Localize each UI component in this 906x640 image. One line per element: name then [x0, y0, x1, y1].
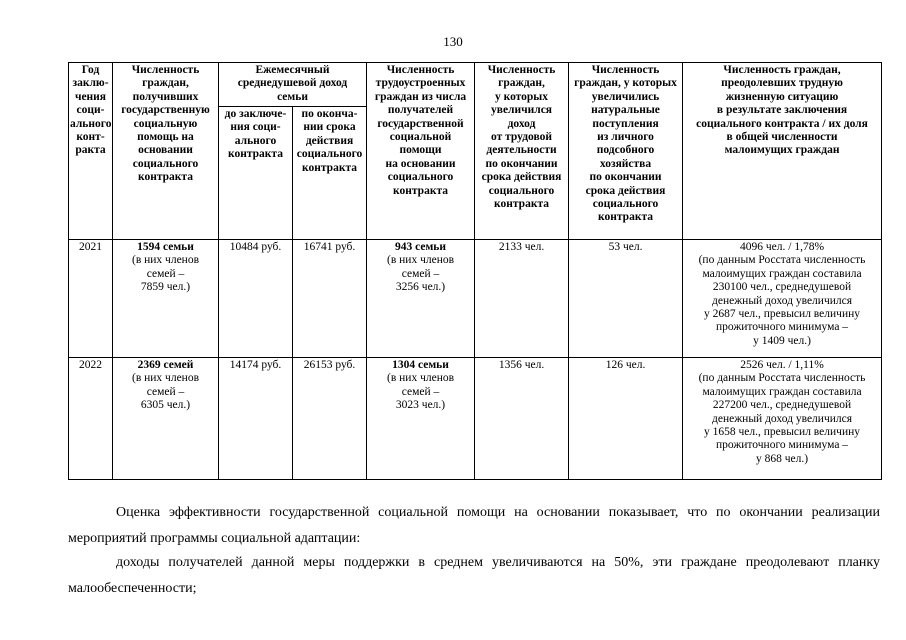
- text-line: малоимущих граждан составила: [702, 385, 862, 398]
- text-line: контракта: [302, 161, 357, 174]
- text-line: Год: [81, 64, 100, 76]
- page-number: 130: [443, 34, 463, 49]
- text-line: государственной: [377, 117, 464, 130]
- text-line: социального: [488, 184, 555, 197]
- text-line: социальную: [133, 117, 198, 130]
- cell-income-after: 16741 руб.: [293, 240, 367, 358]
- recipients-families: 2369 семей: [137, 359, 194, 371]
- text-line: трудоустроенных: [375, 77, 466, 90]
- text-line: среднедушевой доход: [237, 77, 348, 90]
- text-line: подсобного: [596, 144, 655, 157]
- text-line: контракта: [393, 184, 448, 197]
- employed-families: 1304 семьи: [392, 359, 449, 371]
- text-line: Численность: [591, 64, 660, 76]
- text-line: ального: [70, 117, 112, 130]
- text-line: помощи: [399, 144, 442, 157]
- header-income-before: [219, 107, 293, 240]
- text-line: Численность: [487, 64, 556, 76]
- text-line: по окончании: [485, 157, 558, 170]
- text-line: по оконча-: [301, 108, 358, 120]
- text-line: 230100 чел., среднедушевой: [712, 281, 852, 294]
- text-line: поступления: [592, 117, 659, 130]
- text-line: у 2687 чел., превысил величину: [704, 308, 861, 321]
- text-line: ракта: [75, 144, 106, 157]
- cell-employed: [367, 358, 475, 480]
- text-line: на основании: [385, 157, 456, 170]
- text-line: у 868 чел.): [755, 452, 809, 465]
- text-line: социального: [132, 157, 199, 170]
- text-line: контракта: [138, 171, 193, 184]
- text-line: (в них членов: [131, 372, 200, 385]
- cell-farm-income: 126 чел.: [569, 358, 683, 480]
- text-line: (в них членов: [131, 254, 200, 267]
- text-line: семей –: [146, 267, 185, 280]
- text-line: жизненную ситуацию: [725, 90, 839, 103]
- text-line: граждан из числа: [374, 90, 467, 103]
- text-line: у которых: [494, 90, 549, 103]
- text-line: 227200 чел., среднедушевой: [712, 399, 852, 412]
- text-line: Численность граждан,: [723, 64, 841, 76]
- text-line: срока действия: [585, 184, 666, 197]
- text-line: контракта: [494, 198, 549, 211]
- text-line: нии срока: [303, 121, 356, 134]
- text-line: денежный доход увеличился: [712, 294, 853, 307]
- text-line: помощь на: [137, 131, 194, 144]
- text-line: получивших: [132, 90, 199, 103]
- text-line: преодолевших трудную: [721, 77, 843, 90]
- header-recipients: [113, 63, 219, 240]
- text-line: государственную: [121, 104, 210, 117]
- text-line: малоимущих граждан составила: [702, 267, 862, 280]
- text-line: ния соци-: [230, 121, 281, 134]
- header-year: [69, 63, 113, 240]
- cell-overcame: [683, 240, 882, 358]
- cell-overcame: [683, 358, 882, 480]
- text-line: до заключе-: [224, 108, 287, 120]
- cell-recipients: [113, 358, 219, 480]
- text-line: прожиточного минимума –: [715, 439, 849, 452]
- text-line: по окончании: [589, 171, 662, 184]
- employed-detail: [368, 254, 473, 294]
- text-line: семей –: [401, 267, 440, 280]
- text-line: граждан,: [498, 77, 545, 90]
- text-line: 6305 чел.): [140, 399, 191, 412]
- text-line: 3023 чел.): [395, 399, 446, 412]
- text-line: из личного: [597, 131, 654, 144]
- text-line: деятельности: [486, 144, 557, 157]
- cell-farm-income: 53 чел.: [569, 240, 683, 358]
- text-line: (в них членов: [387, 254, 455, 267]
- text-line: доход: [507, 117, 536, 130]
- text-line: прожиточного минимума –: [715, 321, 849, 334]
- cell-recipients: [113, 240, 219, 358]
- header-labor-income: [475, 63, 569, 240]
- employed-detail: [368, 372, 473, 412]
- text-line: Численность: [131, 64, 200, 76]
- text-line: увеличился: [490, 104, 553, 117]
- text-line: чения: [74, 90, 107, 103]
- text-line: действия: [305, 134, 354, 147]
- table-row: [69, 358, 882, 480]
- header-income-after: [293, 107, 367, 240]
- text-line: контракта: [598, 211, 653, 224]
- text-line: семей –: [146, 385, 185, 398]
- text-line: 2526 чел. / 1,11%: [740, 359, 824, 371]
- text-line: основании: [138, 144, 193, 157]
- text-line: денежный доход увеличился: [712, 412, 853, 425]
- text-line: соци-: [76, 104, 105, 117]
- text-line: конт-: [76, 131, 105, 144]
- text-line: заклю-: [72, 77, 109, 90]
- cell-income-before: 10484 руб.: [219, 240, 293, 358]
- text-line: получателей: [387, 104, 454, 117]
- header-income-group: [219, 63, 367, 107]
- text-line: социальной: [389, 131, 452, 144]
- employed-families: 943 семьи: [395, 241, 447, 253]
- recipients-detail: [114, 254, 217, 294]
- text-line: социального: [296, 148, 363, 161]
- recipients-families: 1594 семьи: [137, 241, 194, 253]
- text-line: в результате заключения: [716, 104, 848, 117]
- paragraph-income: доходы получателей данной меры поддержки в среднем увеличиваются на 50%, эти граждане преодолевают планку малообеспеченности;: [68, 555, 880, 596]
- cell-income-before: 14174 руб.: [219, 358, 293, 480]
- recipients-detail: [114, 372, 217, 412]
- table-row: [69, 240, 882, 358]
- text-line: в общей численности: [726, 131, 838, 144]
- text-line: контракта: [228, 148, 283, 161]
- text-line: малоимущих граждан: [724, 144, 840, 157]
- cell-employed: [367, 240, 475, 358]
- text-line: срока действия: [481, 171, 562, 184]
- cell-labor-income: 2133 чел.: [475, 240, 569, 358]
- cell-year: 2022: [69, 358, 113, 480]
- text-line: социального: [387, 171, 454, 184]
- cell-income-after: 26153 руб.: [293, 358, 367, 480]
- social-contract-table: [68, 62, 882, 480]
- header-row-top: [69, 63, 882, 107]
- header-farm-income: [569, 63, 683, 240]
- text-line: от трудовой: [491, 131, 552, 144]
- text-line: социального: [592, 198, 659, 211]
- header-employed: [367, 63, 475, 240]
- text-line: семьи: [277, 90, 308, 103]
- text-line: (по данным Росстата численность: [698, 254, 866, 267]
- text-line: ального: [234, 134, 277, 147]
- text-line: (в них членов: [387, 372, 455, 385]
- text-line: 4096 чел. / 1,78%: [740, 241, 825, 253]
- text-line: Численность: [386, 64, 455, 76]
- cell-labor-income: 1356 чел.: [475, 358, 569, 480]
- text-line: граждан,: [142, 77, 189, 90]
- text-line: Ежемесячный: [255, 64, 330, 76]
- text-line: граждан, у которых: [574, 77, 677, 90]
- text-line: увеличились: [591, 90, 660, 103]
- text-line: социального контракта / их доля: [696, 117, 868, 130]
- cell-year: 2021: [69, 240, 113, 358]
- header-overcame: [683, 63, 882, 240]
- text-line: у 1409 чел.): [753, 334, 811, 347]
- paragraph-assessment: Оценка эффективности государственной социальной помощи на основании показывает, что по окончании реализации мероприятий программы социальной адаптации:: [68, 505, 880, 546]
- text-line: у 1658 чел., превысил величину: [704, 426, 861, 439]
- text-line: (по данным Росстата численность: [698, 372, 866, 385]
- text-line: 7859 чел.): [140, 281, 191, 294]
- text-line: хозяйства: [599, 157, 652, 170]
- text-line: 3256 чел.): [395, 281, 446, 294]
- text-line: семей –: [401, 385, 440, 398]
- text-line: натуральные: [591, 104, 660, 117]
